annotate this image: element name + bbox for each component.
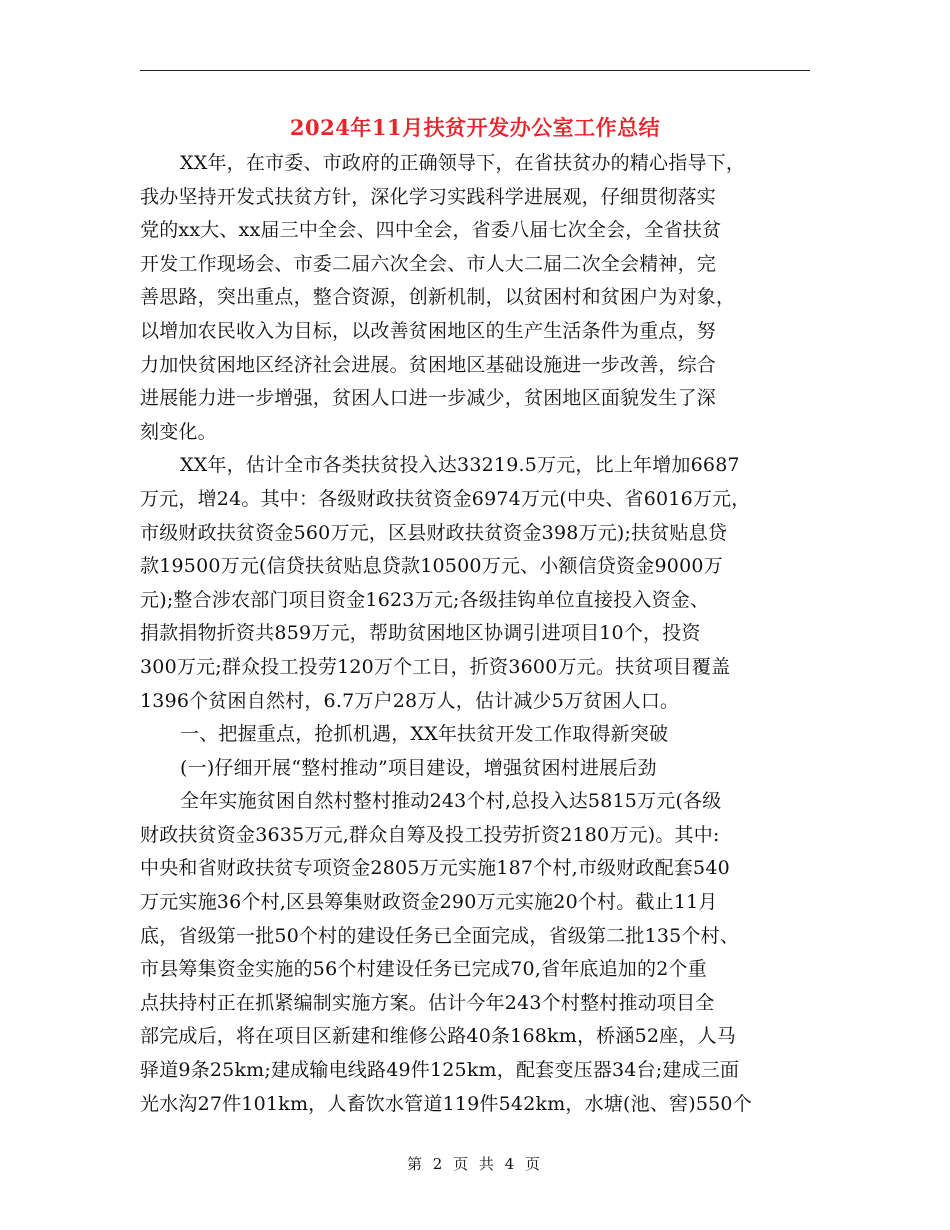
header-rule (140, 70, 810, 71)
paragraph-line: 底，省级第一批50个村的建设任务已全面完成，省级第二批135个村、 (140, 924, 740, 947)
paragraph-line: 党的xx大、xx届三中全会、四中全会，省委八届七次全会，全省扶贫 (140, 219, 722, 242)
paragraph-line: 300万元;群众投工投劳120万个工日，折资3600万元。扶贫项目覆盖 (140, 655, 731, 678)
paragraph-line: 市县筹集资金实施的56个村建设任务已完成70,省年底追加的2个重 (140, 958, 707, 981)
paragraph-line: 捐款捐物折资共859万元，帮助贫困地区协调引进项目10个，投资 (140, 622, 701, 645)
paragraph-line: 万元实施36个村,区县筹集财政资金290万元实施20个村。截止11月 (140, 891, 718, 914)
page-number: 第 2 页 共 4 页 (407, 1155, 543, 1173)
paragraph-line: 市级财政扶贫资金560万元，区县财政扶贫资金398万元);扶贫贴息贷 (140, 521, 728, 544)
paragraph-line: 我办坚持开发式扶贫方针，深化学习实践科学进展观，仔细贯彻落实 (140, 185, 717, 208)
paragraph-line: 善思路，突出重点，整合资源，创新机制，以贫困村和贫困户为对象， (140, 286, 736, 309)
paragraph-line: 开发工作现场会、市委二届六次全会、市人大二届二次全会精神，完 (140, 252, 717, 275)
paragraph-line: 万元，增24。其中：各级财政扶贫资金6974万元(中央、省6016万元， (140, 487, 751, 510)
paragraph-line: 1396个贫困自然村，6.7万户28万人，估计减少5万贫困人口。 (140, 689, 680, 712)
paragraph-line: 以增加农民收入为目标，以改善贫困地区的生产生活条件为重点，努 (140, 319, 717, 342)
document-body (140, 147, 810, 1121)
paragraph-line: 中央和省财政扶贫专项资金2805万元实施187个村,市级财政配套540 (140, 857, 730, 880)
paragraph-line: 财政扶贫资金3635万元,群众自筹及投工投劳折资2180万元)。其中: (140, 823, 720, 846)
paragraph-line: 进展能力进一步增强，贫困人口进一步减少，贫困地区面貌发生了深 (140, 387, 717, 410)
paragraph-line: 全年实施贫困自然村整村推动243个村,总投入达5815万元(各级 (180, 790, 722, 813)
paragraph-line: XX年，估计全市各类扶贫投入达33219.5万元，比上年增加6687 (180, 454, 740, 477)
paragraph-line: 款19500万元(信贷扶贫贴息贷款10500万元、小额信贷资金9000万 (140, 555, 723, 578)
document-title: 2024年11月扶贫开发办公室工作总结 (289, 115, 661, 140)
paragraph-line: 光水沟27件101km，人畜饮水管道119件542km，水塘(池、窖)550个 (140, 1092, 752, 1115)
paragraph-line: 刻变化。 (140, 420, 217, 443)
paragraph-line: XX年，在市委、市政府的正确领导下，在省扶贫办的精心指导下， (180, 152, 746, 174)
paragraph-line: 元);整合涉农部门项目资金1623万元;各级挂钩单位直接投入资金、 (140, 588, 710, 611)
section-heading: 一、把握重点，抢抓机遇，XX年扶贫开发工作取得新突破 (180, 723, 669, 746)
paragraph-line: 驿道9条25km;建成输电线路49件125km，配套变压器34台;建成三面 (140, 1059, 740, 1082)
paragraph-line: 部完成后，将在项目区新建和维修公路40条168km，桥涵52座，人马 (140, 1025, 736, 1048)
subsection-heading: (一)仔细开展“整村推动”项目建设，增强贫困村进展后劲 (180, 756, 657, 779)
paragraph-line: 点扶持村正在抓紧编制实施方案。估计今年243个村整村推动项目全 (140, 991, 715, 1014)
paragraph-line: 力加快贫困地区经济社会进展。贫困地区基础设施进一步改善，综合 (140, 353, 717, 376)
